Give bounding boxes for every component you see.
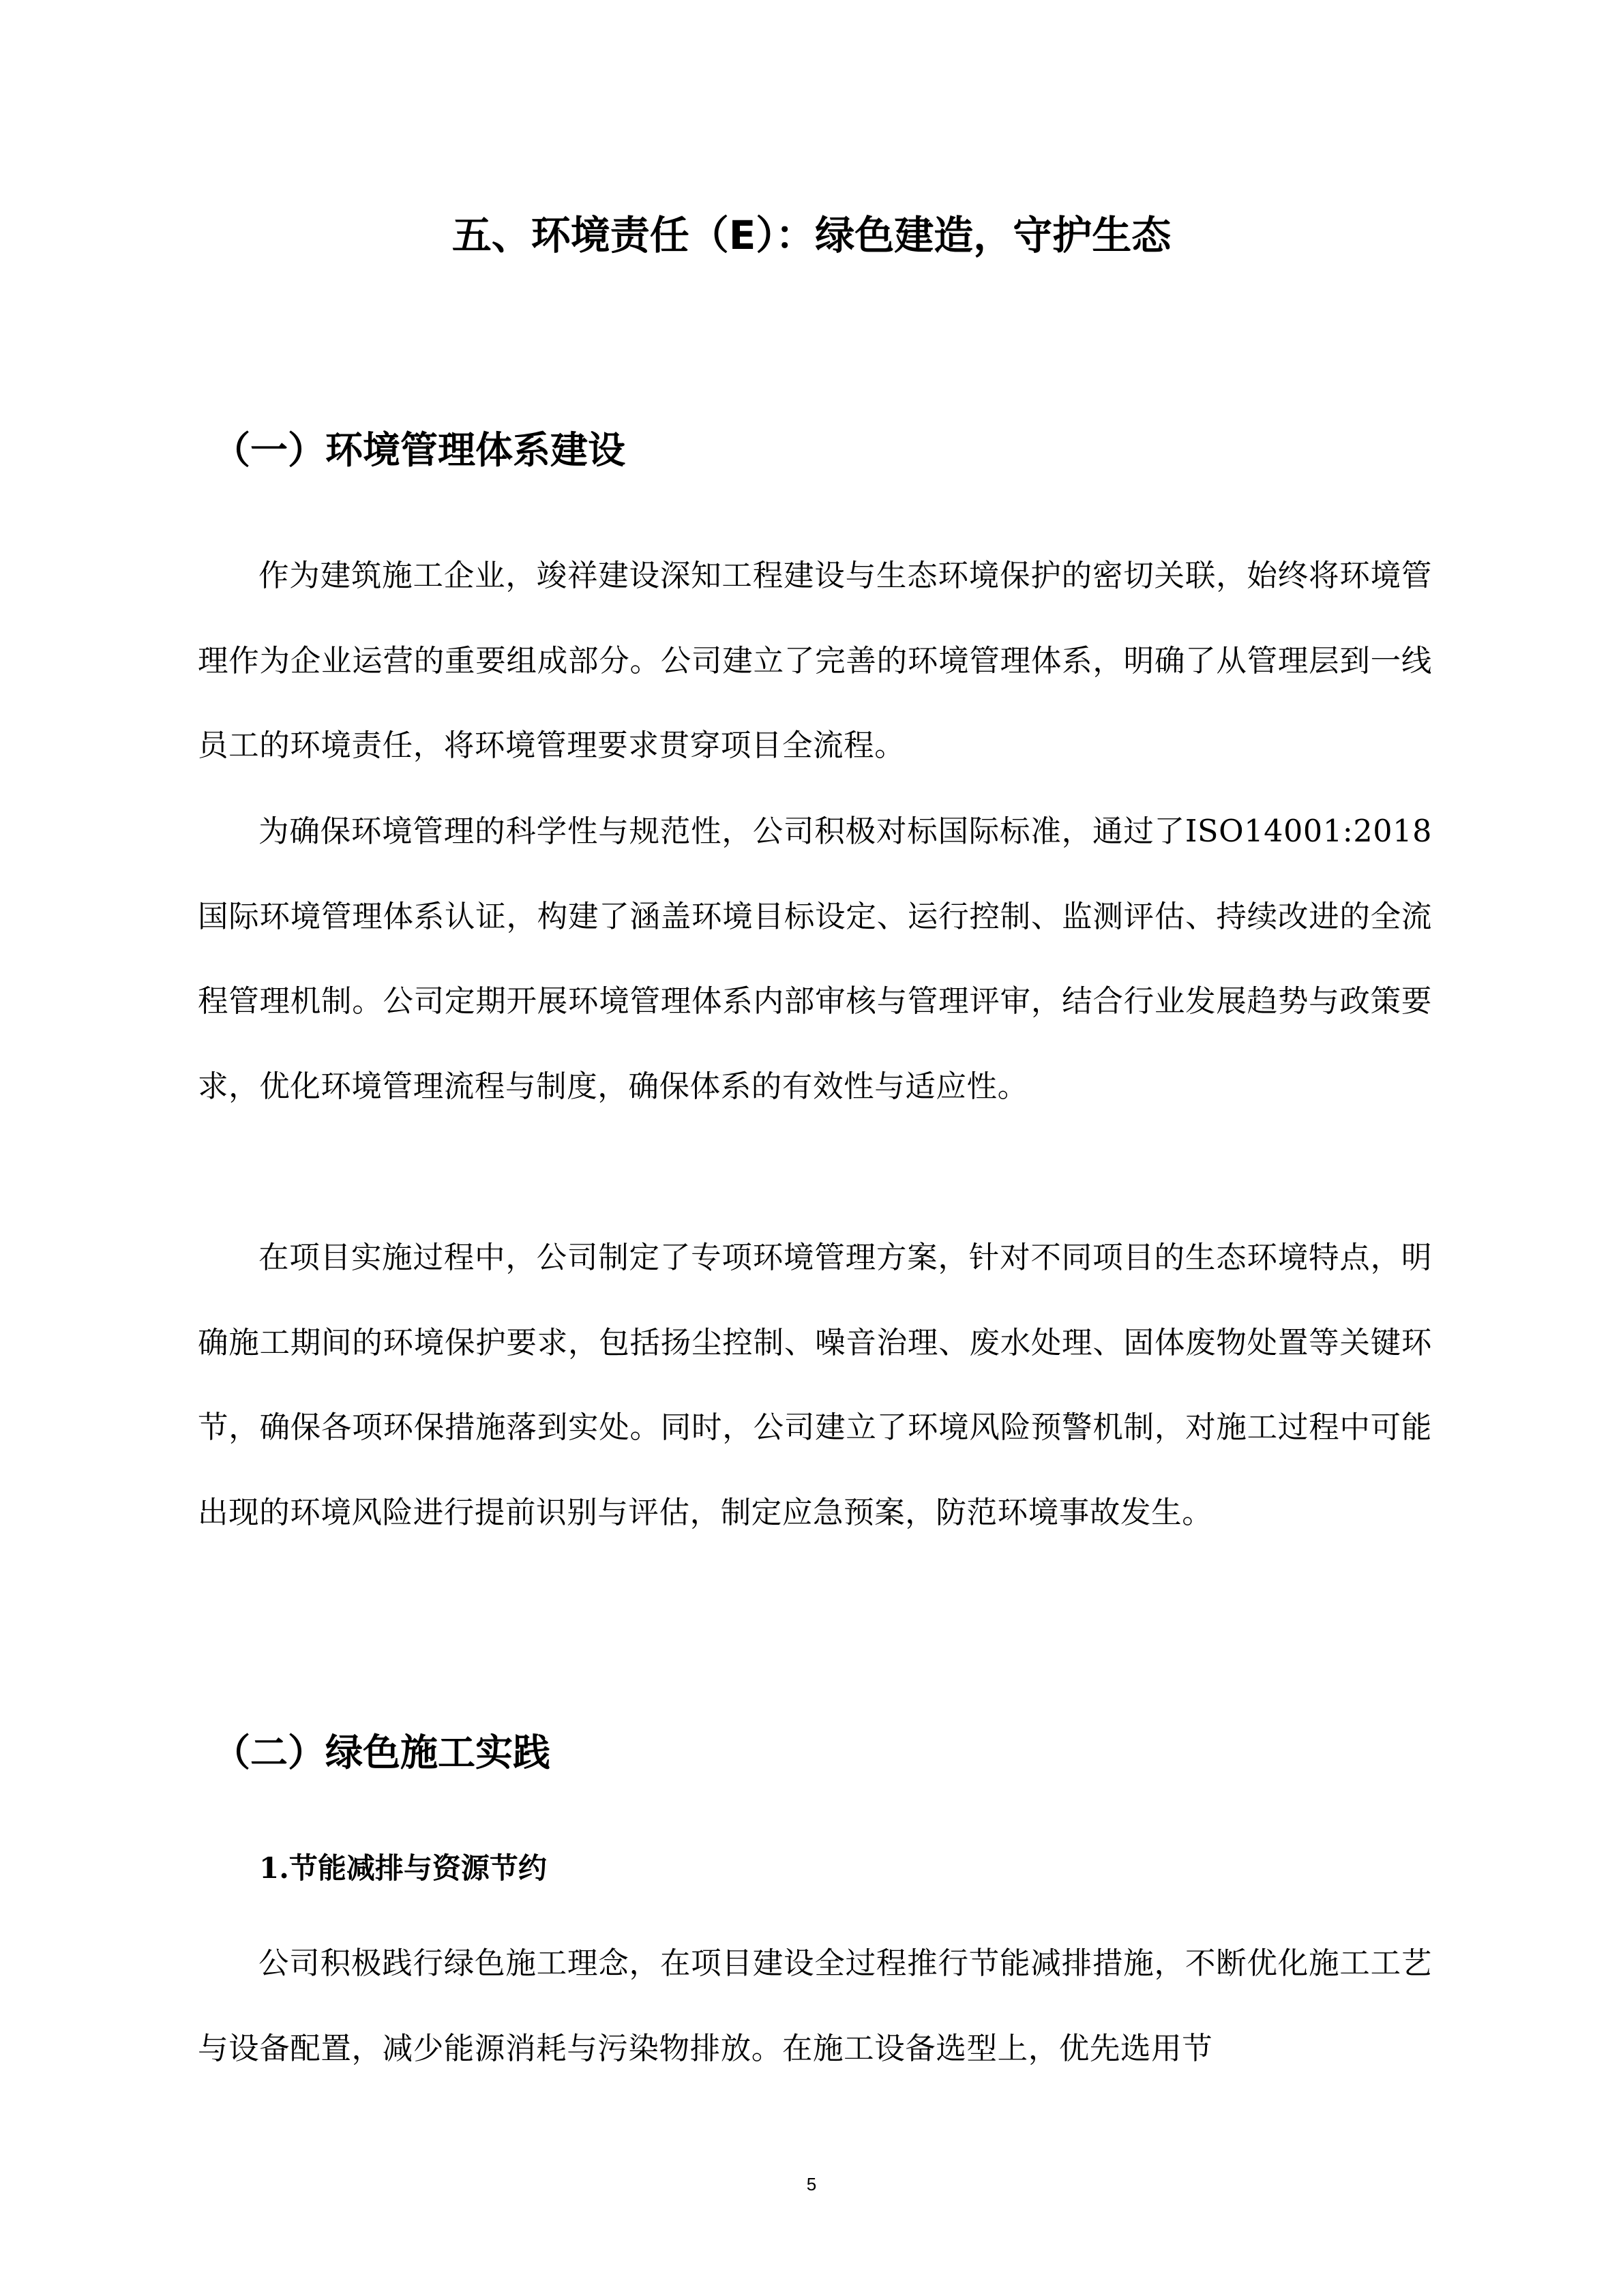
- paragraph: 公司积极践行绿色施工理念，在项目建设全过程推行节能减排措施，不断优化施工工艺与设备配置，减少能源消耗与污染物排放。在施工设备选型上，优先选用节: [198, 1946, 1432, 2066]
- page-title: 五、环境责任（E）：绿色建造，守护生态: [451, 212, 1172, 258]
- paragraph: 在项目实施过程中，公司制定了专项环境管理方案，针对不同项目的生态环境特点，明确施工期间的环境保护要求，包括扬尘控制、噪音治理、废水处理、固体废物处置等关键环节，确保各项环保措施落到实处。同时，公司建立了环境风险预警机制，对施工过程中可能出现的环境风险进行提前识别与评估，制定应急预案，防范环境事故发生。: [198, 1240, 1432, 1530]
- section-heading-environment-management: （一）环境管理体系建设: [213, 428, 626, 472]
- page-number: 5: [806, 2174, 817, 2194]
- paragraph: 作为建筑施工企业，竣祥建设深知工程建设与生态环境保护的密切关联，始终将环境管理作为企业运营的重要组成部分。公司建立了完善的环境管理体系，明确了从管理层到一线员工的环境责任，将环境管理要求贯穿项目全流程。: [198, 558, 1432, 763]
- section-heading-green-construction: （二）绿色施工实践: [213, 1731, 551, 1774]
- paragraph: 为确保环境管理的科学性与规范性，公司积极对标国际标准，通过了ISO14001:2018 国际环境管理体系认证，构建了涵盖环境目标设定、运行控制、监测评估、持续改进的全流程管理机制。公司定期开展环境管理体系内部审核与管理评审，结合行业发展趋势与政策要求，优化环境管理流程与制度，确保体系的有效性与适应性。: [198, 814, 1432, 1104]
- subsection-heading-energy-saving: 1.节能减排与资源节约: [259, 1851, 547, 1885]
